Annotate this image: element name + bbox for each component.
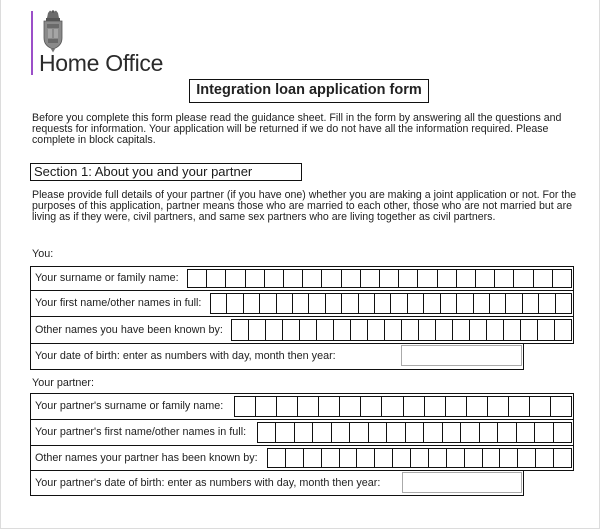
partner-other-names-row <box>30 445 574 471</box>
surname-label: Your surname or family name: <box>35 272 179 284</box>
surname-input[interactable] <box>187 269 572 288</box>
brand-accent-rule <box>31 11 33 75</box>
other-names-row <box>30 316 574 344</box>
dob-row <box>30 343 524 370</box>
partner-surname-row <box>30 393 574 420</box>
partner-other-names-label: Other names your partner has been known by: <box>35 452 258 464</box>
partner-surname-label: Your partner's surname or family name: <box>35 400 224 412</box>
dob-label: Your date of birth: enter as numbers with day, month then year: <box>35 350 336 362</box>
partner-group-label: Your partner: <box>32 377 95 389</box>
partner-surname-input[interactable] <box>234 396 572 417</box>
partner-first-names-input[interactable] <box>257 422 572 443</box>
section-1-description: Please provide full details of your partner (if you have one) whether you are making a joint application or not. For the purposes of this application, partner means those who are married to each other, those who are not married but are living as if they were, civil partners, and same sex partners who are living together as civil partners. <box>32 189 577 223</box>
partner-dob-label: Your partner's date of birth: enter as numbers with day, month then year: <box>35 477 381 489</box>
partner-dob-row <box>30 470 524 496</box>
royal-crest-icon <box>41 10 65 53</box>
organisation-name: Home Office <box>39 50 164 76</box>
partner-dob-input[interactable] <box>402 472 522 493</box>
first-names-label: Your first name/other names in full: <box>35 297 202 309</box>
form-title: Integration loan application form <box>189 79 429 103</box>
section-1-heading: Section 1: About you and your partner <box>30 163 302 181</box>
surname-row <box>30 266 574 291</box>
partner-first-names-label: Your partner's first name/other names in full: <box>35 426 247 438</box>
intro-paragraph: Before you complete this form please read the guidance sheet. Fill in the form by answering all the questions and requests for information. Your application will be returned if we do not have all the information required. Please complete in block capitals. <box>32 112 562 146</box>
partner-first-names-row <box>30 419 574 446</box>
first-names-row <box>30 290 574 317</box>
partner-other-names-input[interactable] <box>267 448 572 468</box>
dob-input[interactable] <box>401 345 522 366</box>
you-group-label: You: <box>32 248 54 260</box>
other-names-input[interactable] <box>231 319 572 341</box>
other-names-label: Other names you have been known by: <box>35 324 223 336</box>
first-names-input[interactable] <box>210 293 572 314</box>
